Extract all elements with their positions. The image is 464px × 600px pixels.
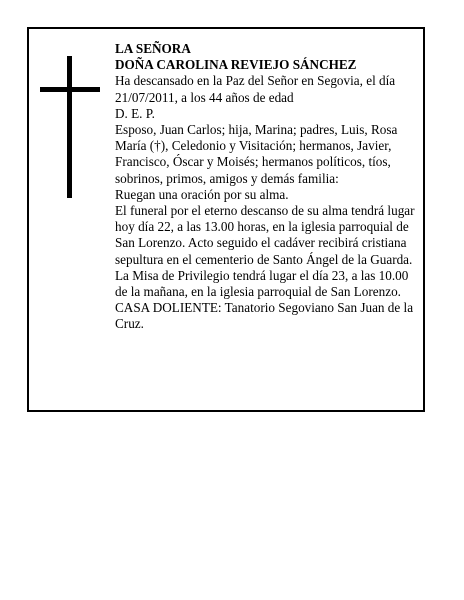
- funeral-details: El funeral por el eterno descanso de su alma tendrá lugar hoy día 22, a las 13.00 horas, en la iglesia parroquial de San Lorenzo. Acto seguido el cadáver recibirá cristiana sepultura en el cementerio de Santo Ángel de la Guarda.: [115, 203, 415, 267]
- cross-icon: [40, 56, 100, 198]
- notice-text: [115, 41, 421, 333]
- family-list: Esposo, Juan Carlos; hija, Marina; padres, Luis, Rosa María (†), Celedonio y Visitación; hermanos, Javier, Francisco, Óscar y Moisés; hermanos políticos, tíos, sobrinos, primos, amigos y demás familia:: [115, 122, 398, 186]
- mass-details: La Misa de Privilegio tendrá lugar el día 23, a las 10.00 de la mañana, en la iglesia parroquial de San Lorenzo.: [115, 267, 409, 300]
- notice-heading: LA SEÑORA: [115, 41, 191, 56]
- prayer-request: Ruegan una oración por su alma.: [115, 186, 289, 202]
- obituary-notice: [27, 27, 425, 412]
- deceased-name: DOÑA CAROLINA REVIEJO SÁNCHEZ: [115, 57, 357, 73]
- cross-vertical-bar: [67, 56, 72, 198]
- dep-line: D. E. P.: [115, 105, 155, 121]
- mourning-house: CASA DOLIENTE: Tanatorio Segoviano San Juan de la Cruz.: [115, 300, 414, 332]
- cross-horizontal-bar: [40, 87, 100, 92]
- rest-statement: Ha descansado en la Paz del Señor en Segovia, el día 21/07/2011, a los 44 años de edad: [115, 73, 396, 105]
